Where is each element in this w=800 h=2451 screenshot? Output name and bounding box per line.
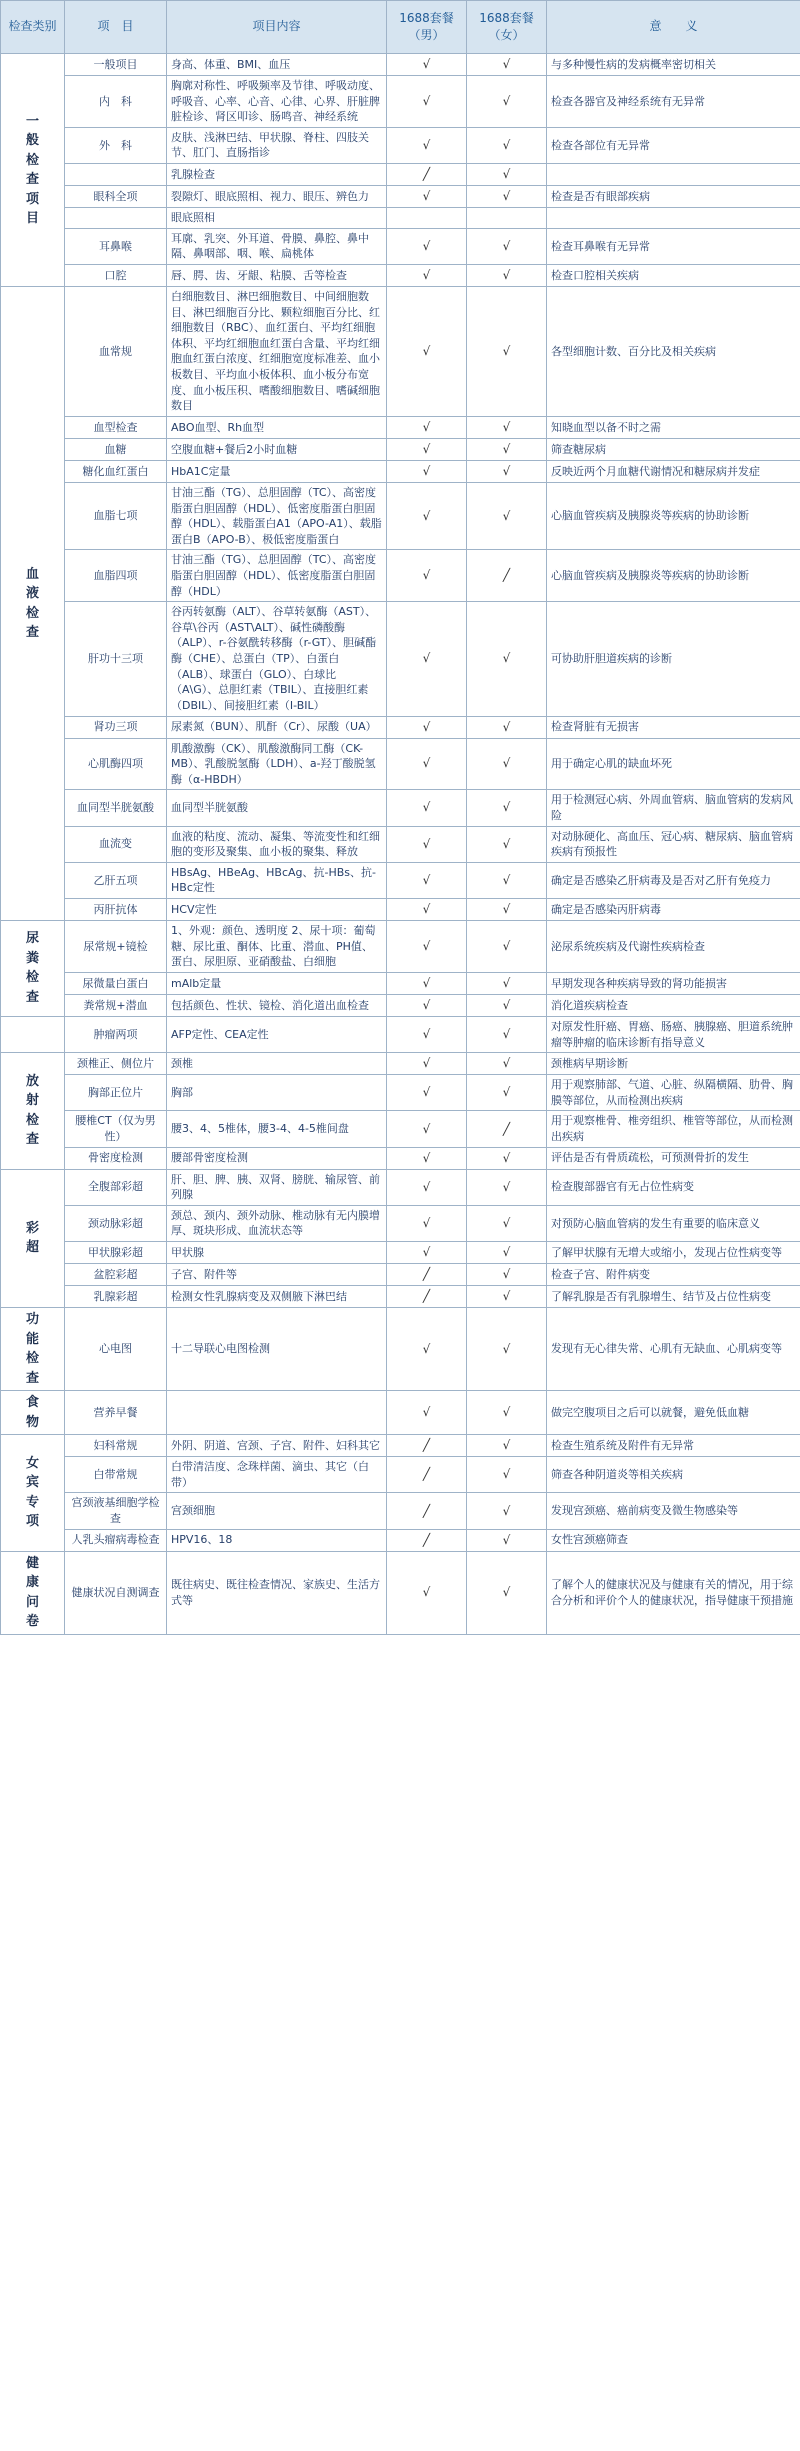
male-package-mark: √ [387, 1053, 467, 1075]
item-name [65, 164, 167, 186]
male-package-mark: ╱ [387, 1435, 467, 1457]
female-package-mark: ╱ [467, 550, 547, 602]
item-name: 一般项目 [65, 54, 167, 76]
item-meaning: 对原发性肝癌、胃癌、肠癌、胰腺癌、胆道系统肿瘤等肿瘤的临床诊断有指导意义 [547, 1016, 800, 1052]
female-package-mark: √ [467, 164, 547, 186]
item-content: 包括颜色、性状、镜检、消化道出血检查 [167, 994, 387, 1016]
item-content: 腰部骨密度检测 [167, 1147, 387, 1169]
item-content: 血同型半胱氨酸 [167, 790, 387, 826]
female-package-mark: √ [467, 738, 547, 790]
item-name: 甲状腺彩超 [65, 1242, 167, 1264]
item-content: 外阴、阴道、宫颈、子宫、附件、妇科其它 [167, 1435, 387, 1457]
table-row [1, 460, 800, 482]
item-content: 唇、腭、齿、牙龈、粘膜、舌等检查 [167, 264, 387, 286]
table-header-row [1, 1, 800, 54]
item-name: 颈动脉彩超 [65, 1205, 167, 1241]
female-package-mark: √ [467, 287, 547, 417]
table-row [1, 208, 800, 229]
female-package-mark: √ [467, 602, 547, 716]
female-package-mark: √ [467, 76, 547, 128]
item-content: 胸部 [167, 1075, 387, 1111]
female-package-mark: √ [467, 54, 547, 76]
table-row [1, 1457, 800, 1493]
item-content: 既往病史、既往检查情况、家族史、生活方式等 [167, 1551, 387, 1634]
male-package-mark: √ [387, 921, 467, 973]
item-meaning: 检查生殖系统及附件有无异常 [547, 1435, 800, 1457]
table-row [1, 716, 800, 738]
table-row [1, 438, 800, 460]
item-name: 外 科 [65, 127, 167, 163]
item-meaning: 检查子宫、附件病变 [547, 1264, 800, 1286]
male-package-mark: √ [387, 994, 467, 1016]
item-name: 人乳头瘤病毒检查 [65, 1529, 167, 1551]
male-package-mark: √ [387, 127, 467, 163]
item-content: 甘油三酯（TG）、总胆固醇（TC）、高密度脂蛋白胆固醇（HDL）、低密度脂蛋白胆固醇（HDL）、载脂蛋白A1（APO-A1）、载脂蛋白B（APO-B）、极低密度脂蛋白 [167, 482, 387, 549]
item-meaning: 筛查各种阴道炎等相关疾病 [547, 1457, 800, 1493]
female-package-mark: √ [467, 716, 547, 738]
table-row [1, 738, 800, 790]
header-meaning: 意 义 [547, 1, 800, 54]
table-row [1, 1391, 800, 1435]
item-meaning [547, 164, 800, 186]
item-name: 妇科常规 [65, 1435, 167, 1457]
item-content: 血液的粘度、流动、凝集、等流变性和红细胞的变形及聚集、血小板的聚集、释放 [167, 826, 387, 862]
male-package-mark: √ [387, 972, 467, 994]
female-package-mark: √ [467, 994, 547, 1016]
item-content: 眼底照相 [167, 208, 387, 229]
table-row [1, 1529, 800, 1551]
header-male-package: 1688套餐（男） [387, 1, 467, 54]
male-package-mark: √ [387, 1308, 467, 1391]
female-package-mark: √ [467, 127, 547, 163]
item-meaning: 用于确定心肌的缺血坏死 [547, 738, 800, 790]
male-package-mark: √ [387, 1242, 467, 1264]
male-package-mark: √ [387, 438, 467, 460]
item-meaning: 可协助肝胆道疾病的诊断 [547, 602, 800, 716]
item-meaning: 检查各部位有无异常 [547, 127, 800, 163]
female-package-mark: √ [467, 1457, 547, 1493]
item-meaning: 检查耳鼻喉有无异常 [547, 228, 800, 264]
header-content: 项目内容 [167, 1, 387, 54]
table-row [1, 1435, 800, 1457]
item-meaning: 早期发现各种疾病导致的肾功能损害 [547, 972, 800, 994]
male-package-mark: ╱ [387, 1493, 467, 1529]
item-name: 粪常规+潜血 [65, 994, 167, 1016]
table-row [1, 1286, 800, 1308]
female-package-mark: √ [467, 228, 547, 264]
female-package-mark: √ [467, 460, 547, 482]
item-content: mAlb定量 [167, 972, 387, 994]
item-meaning: 用于检测冠心病、外周血管病、脑血管病的发病风险 [547, 790, 800, 826]
table-row [1, 1016, 800, 1052]
item-meaning: 心脑血管疾病及胰腺炎等疾病的协助诊断 [547, 482, 800, 549]
item-content: ABO血型、Rh血型 [167, 416, 387, 438]
item-content: 乳腺检查 [167, 164, 387, 186]
table-row [1, 1205, 800, 1241]
item-content [167, 1391, 387, 1435]
table-row [1, 287, 800, 417]
item-meaning: 用于观察椎骨、椎旁组织、椎管等部位，从而检测出疾病 [547, 1111, 800, 1147]
male-package-mark: √ [387, 899, 467, 921]
item-meaning: 发现宫颈癌、癌前病变及微生物感染等 [547, 1493, 800, 1529]
table-row [1, 1493, 800, 1529]
item-meaning: 泌尿系统疾病及代谢性疾病检查 [547, 921, 800, 973]
female-package-mark: √ [467, 921, 547, 973]
table-row [1, 1551, 800, 1634]
male-package-mark: √ [387, 1169, 467, 1205]
male-package-mark: √ [387, 287, 467, 417]
item-name: 血糖 [65, 438, 167, 460]
table-row [1, 1169, 800, 1205]
item-name: 骨密度检测 [65, 1147, 167, 1169]
male-package-mark: √ [387, 482, 467, 549]
table-row [1, 1075, 800, 1111]
table-row [1, 416, 800, 438]
item-meaning: 对预防心脑血管病的发生有重要的临床意义 [547, 1205, 800, 1241]
table-body [1, 54, 800, 1635]
item-meaning: 颈椎病早期诊断 [547, 1053, 800, 1075]
table-row [1, 862, 800, 898]
female-package-mark: √ [467, 1053, 547, 1075]
male-package-mark: √ [387, 716, 467, 738]
male-package-mark: √ [387, 1111, 467, 1147]
item-name: 白带常规 [65, 1457, 167, 1493]
item-meaning: 确定是否感染丙肝病毒 [547, 899, 800, 921]
item-meaning: 反映近两个月血糖代谢情况和糖尿病并发症 [547, 460, 800, 482]
table-row [1, 1308, 800, 1391]
item-name: 盆腔彩超 [65, 1264, 167, 1286]
female-package-mark: √ [467, 1147, 547, 1169]
item-meaning: 确定是否感染乙肝病毒及是否对乙肝有免疫力 [547, 862, 800, 898]
item-meaning [547, 208, 800, 229]
table-row [1, 921, 800, 973]
item-name: 眼科全项 [65, 186, 167, 208]
category-label: 放 射 检 查 [1, 1053, 65, 1170]
female-package-mark: √ [467, 862, 547, 898]
female-package-mark: √ [467, 1435, 547, 1457]
item-name [65, 208, 167, 229]
category-label: 血 液 检 查 [1, 287, 65, 921]
item-content: 白带清洁度、念珠样菌、滴虫、其它（白带） [167, 1457, 387, 1493]
female-package-mark: √ [467, 482, 547, 549]
item-meaning: 做完空腹项目之后可以就餐，避免低血糖 [547, 1391, 800, 1435]
header-category: 检查类别 [1, 1, 65, 54]
item-meaning: 与多种慢性病的发病概率密切相关 [547, 54, 800, 76]
female-package-mark: √ [467, 1242, 547, 1264]
male-package-mark: √ [387, 602, 467, 716]
table-row [1, 1147, 800, 1169]
item-meaning: 知晓血型以备不时之需 [547, 416, 800, 438]
female-package-mark: √ [467, 1169, 547, 1205]
female-package-mark [467, 208, 547, 229]
item-name: 血型检查 [65, 416, 167, 438]
item-content: HBsAg、HBeAg、HBcAg、抗-HBs、抗-HBc定性 [167, 862, 387, 898]
item-name: 营养早餐 [65, 1391, 167, 1435]
item-name: 血脂七项 [65, 482, 167, 549]
item-content: 裂隙灯、眼底照相、视力、眼压、辨色力 [167, 186, 387, 208]
male-package-mark: √ [387, 76, 467, 128]
item-meaning: 检查腹部器官有无占位性病变 [547, 1169, 800, 1205]
table-row [1, 482, 800, 549]
item-content: 耳廓、乳突、外耳道、骨膜、鼻腔、鼻中隔、鼻咽部、咽、喉、扁桃体 [167, 228, 387, 264]
female-package-mark: √ [467, 1205, 547, 1241]
table-row [1, 972, 800, 994]
item-content: 十二导联心电图检测 [167, 1308, 387, 1391]
table-row [1, 186, 800, 208]
male-package-mark: √ [387, 460, 467, 482]
male-package-mark: ╱ [387, 1529, 467, 1551]
item-content: 1、外观：颜色、透明度 2、尿十项：葡萄糖、尿比重、酮体、比重、潜血、PH值、蛋白、尿胆原、亚硝酸盐、白细胞 [167, 921, 387, 973]
item-content: 肝、胆、脾、胰、双肾、膀胱、输尿管、前列腺 [167, 1169, 387, 1205]
item-content: 子宫、附件等 [167, 1264, 387, 1286]
item-name: 内 科 [65, 76, 167, 128]
item-name: 胸部正位片 [65, 1075, 167, 1111]
item-name: 丙肝抗体 [65, 899, 167, 921]
male-package-mark [387, 208, 467, 229]
male-package-mark: √ [387, 1551, 467, 1634]
male-package-mark: √ [387, 1075, 467, 1111]
item-name: 尿微量白蛋白 [65, 972, 167, 994]
item-name: 血常规 [65, 287, 167, 417]
item-content: 肌酸激酶（CK）、肌酸激酶同工酶（CK-MB）、乳酸脱氢酶（LDH）、a-羟丁酸脱氢酶（α-HBDH） [167, 738, 387, 790]
category-label: 彩 超 [1, 1169, 65, 1308]
header-female-package: 1688套餐（女） [467, 1, 547, 54]
table-row [1, 790, 800, 826]
item-name: 全腹部彩超 [65, 1169, 167, 1205]
item-meaning: 消化道疾病检查 [547, 994, 800, 1016]
table-row [1, 1242, 800, 1264]
male-package-mark: √ [387, 826, 467, 862]
item-content: 空腹血糖+餐后2小时血糖 [167, 438, 387, 460]
male-package-mark: √ [387, 550, 467, 602]
item-meaning: 检查肾脏有无损害 [547, 716, 800, 738]
item-content: 颈总、颈内、颈外动脉、椎动脉有无内膜增厚、斑块形成、血流状态等 [167, 1205, 387, 1241]
item-content: HbA1C定量 [167, 460, 387, 482]
item-content: 颈椎 [167, 1053, 387, 1075]
male-package-mark: √ [387, 862, 467, 898]
female-package-mark: √ [467, 790, 547, 826]
item-name: 耳鼻喉 [65, 228, 167, 264]
female-package-mark: √ [467, 264, 547, 286]
male-package-mark: √ [387, 228, 467, 264]
item-name: 尿常规+镜检 [65, 921, 167, 973]
female-package-mark: √ [467, 1529, 547, 1551]
male-package-mark: √ [387, 1147, 467, 1169]
item-meaning: 各型细胞计数、百分比及相关疾病 [547, 287, 800, 417]
table-row [1, 994, 800, 1016]
item-name: 糖化血红蛋白 [65, 460, 167, 482]
item-meaning: 了解乳腺是否有乳腺增生、结节及占位性病变 [547, 1286, 800, 1308]
category-label: 女 宾 专 项 [1, 1435, 65, 1552]
table-row [1, 826, 800, 862]
table-row [1, 550, 800, 602]
item-name: 颈椎正、侧位片 [65, 1053, 167, 1075]
female-package-mark: √ [467, 972, 547, 994]
item-name: 肿瘤两项 [65, 1016, 167, 1052]
table-row [1, 228, 800, 264]
male-package-mark: √ [387, 790, 467, 826]
item-content: 尿素氮（BUN）、肌酐（Cr）、尿酸（UA） [167, 716, 387, 738]
table-row [1, 1053, 800, 1075]
item-content: 皮肤、浅淋巴结、甲状腺、脊柱、四肢关节、肛门、直肠指诊 [167, 127, 387, 163]
item-content: 甘油三酯（TG）、总胆固醇（TC）、高密度脂蛋白胆固醇（HDL）、低密度脂蛋白胆固醇（HDL） [167, 550, 387, 602]
category-label [1, 1016, 65, 1052]
item-name: 口腔 [65, 264, 167, 286]
item-meaning: 了解个人的健康状况及与健康有关的情况，用于综合分析和评价个人的健康状况，指导健康干预措施 [547, 1551, 800, 1634]
female-package-mark: √ [467, 438, 547, 460]
item-meaning: 心脑血管疾病及胰腺炎等疾病的协助诊断 [547, 550, 800, 602]
male-package-mark: √ [387, 186, 467, 208]
item-name: 肝功十三项 [65, 602, 167, 716]
item-content: 检测女性乳腺病变及双侧腋下淋巴结 [167, 1286, 387, 1308]
item-name: 宫颈液基细胞学检查 [65, 1493, 167, 1529]
male-package-mark: √ [387, 1205, 467, 1241]
item-meaning: 检查是否有眼部疾病 [547, 186, 800, 208]
table-row [1, 899, 800, 921]
item-meaning: 女性宫颈癌筛查 [547, 1529, 800, 1551]
header-item: 项 目 [65, 1, 167, 54]
male-package-mark: ╱ [387, 164, 467, 186]
male-package-mark: √ [387, 1016, 467, 1052]
item-name: 血同型半胱氨酸 [65, 790, 167, 826]
female-package-mark: √ [467, 1308, 547, 1391]
category-label: 食 物 [1, 1391, 65, 1435]
item-content: AFP定性、CEA定性 [167, 1016, 387, 1052]
female-package-mark: √ [467, 416, 547, 438]
male-package-mark: ╱ [387, 1264, 467, 1286]
female-package-mark: √ [467, 1264, 547, 1286]
item-name: 腰椎CT（仅为男性） [65, 1111, 167, 1147]
item-content: 腰3、4、5椎体，腰3-4、4-5椎间盘 [167, 1111, 387, 1147]
male-package-mark: ╱ [387, 1286, 467, 1308]
male-package-mark: ╱ [387, 1457, 467, 1493]
item-meaning: 发现有无心律失常、心肌有无缺血、心肌病变等 [547, 1308, 800, 1391]
item-content: HPV16、18 [167, 1529, 387, 1551]
item-name: 心电图 [65, 1308, 167, 1391]
female-package-mark: √ [467, 1075, 547, 1111]
female-package-mark: √ [467, 1391, 547, 1435]
item-meaning: 了解甲状腺有无增大或缩小，发现占位性病变等 [547, 1242, 800, 1264]
male-package-mark: √ [387, 1391, 467, 1435]
female-package-mark: ╱ [467, 1111, 547, 1147]
item-name: 心肌酶四项 [65, 738, 167, 790]
item-name: 血脂四项 [65, 550, 167, 602]
table-row [1, 76, 800, 128]
table-row [1, 164, 800, 186]
female-package-mark: √ [467, 899, 547, 921]
table-row [1, 1264, 800, 1286]
item-meaning: 检查各器官及神经系统有无异常 [547, 76, 800, 128]
item-content: 白细胞数目、淋巴细胞数目、中间细胞数目、淋巴细胞百分比、颗粒细胞百分比、红细胞数目（RBC）、血红蛋白、平均红细胞体积、平均红细胞血红蛋白含量、平均红细胞血红蛋白浓度、红细胞宽度标准差、血小板数目、平均血小板体积、血小板分布宽度、血小板压积、嗜酸细胞数目、嗜碱细胞数目 [167, 287, 387, 417]
table-row [1, 264, 800, 286]
female-package-mark: √ [467, 1551, 547, 1634]
item-content: 胸廓对称性、呼吸频率及节律、呼吸动度、呼吸音、心率、心音、心律、心界、肝脏脾脏检诊、肾区叩诊、肠鸣音、神经系统 [167, 76, 387, 128]
item-name: 健康状况自测调查 [65, 1551, 167, 1634]
table-row [1, 602, 800, 716]
female-package-mark: √ [467, 1016, 547, 1052]
item-name: 乙肝五项 [65, 862, 167, 898]
item-meaning: 用于观察肺部、气道、心脏、纵隔横隔、肋骨、胸膜等部位，从而检测出疾病 [547, 1075, 800, 1111]
item-content: HCV定性 [167, 899, 387, 921]
male-package-mark: √ [387, 416, 467, 438]
female-package-mark: √ [467, 1286, 547, 1308]
table-row [1, 1111, 800, 1147]
item-name: 肾功三项 [65, 716, 167, 738]
item-name: 血流变 [65, 826, 167, 862]
table-row [1, 127, 800, 163]
category-label: 尿 粪 检 查 [1, 921, 65, 1017]
item-content: 谷丙转氨酶（ALT）、谷草转氨酶（AST）、谷草\谷丙（AST\ALT）、碱性磷酸酶（ALP）、r-谷氨酰转移酶（r-GT）、胆碱酯酶（CHE）、总蛋白（TP）、白蛋白（ALB）、球蛋白（GLO）、白球比（A\G）、总胆红素（TBIL）、直接胆红素（DBIL）、间接胆红素（I-BIL） [167, 602, 387, 716]
female-package-mark: √ [467, 826, 547, 862]
male-package-mark: √ [387, 264, 467, 286]
male-package-mark: √ [387, 54, 467, 76]
table-row [1, 54, 800, 76]
item-content: 甲状腺 [167, 1242, 387, 1264]
item-meaning: 评估是否有骨质疏松，可预测骨折的发生 [547, 1147, 800, 1169]
category-label: 健 康 问 卷 [1, 1551, 65, 1634]
category-label: 一 般 检 查 项 目 [1, 54, 65, 287]
item-meaning: 筛查糖尿病 [547, 438, 800, 460]
female-package-mark: √ [467, 186, 547, 208]
category-label: 功 能 检 查 [1, 1308, 65, 1391]
item-meaning: 对动脉硬化、高血压、冠心病、糖尿病、脑血管病疾病有预报性 [547, 826, 800, 862]
male-package-mark: √ [387, 738, 467, 790]
item-name: 乳腺彩超 [65, 1286, 167, 1308]
item-content: 身高、体重、BMI、血压 [167, 54, 387, 76]
female-package-mark: √ [467, 1493, 547, 1529]
item-meaning: 检查口腔相关疾病 [547, 264, 800, 286]
item-content: 宫颈细胞 [167, 1493, 387, 1529]
